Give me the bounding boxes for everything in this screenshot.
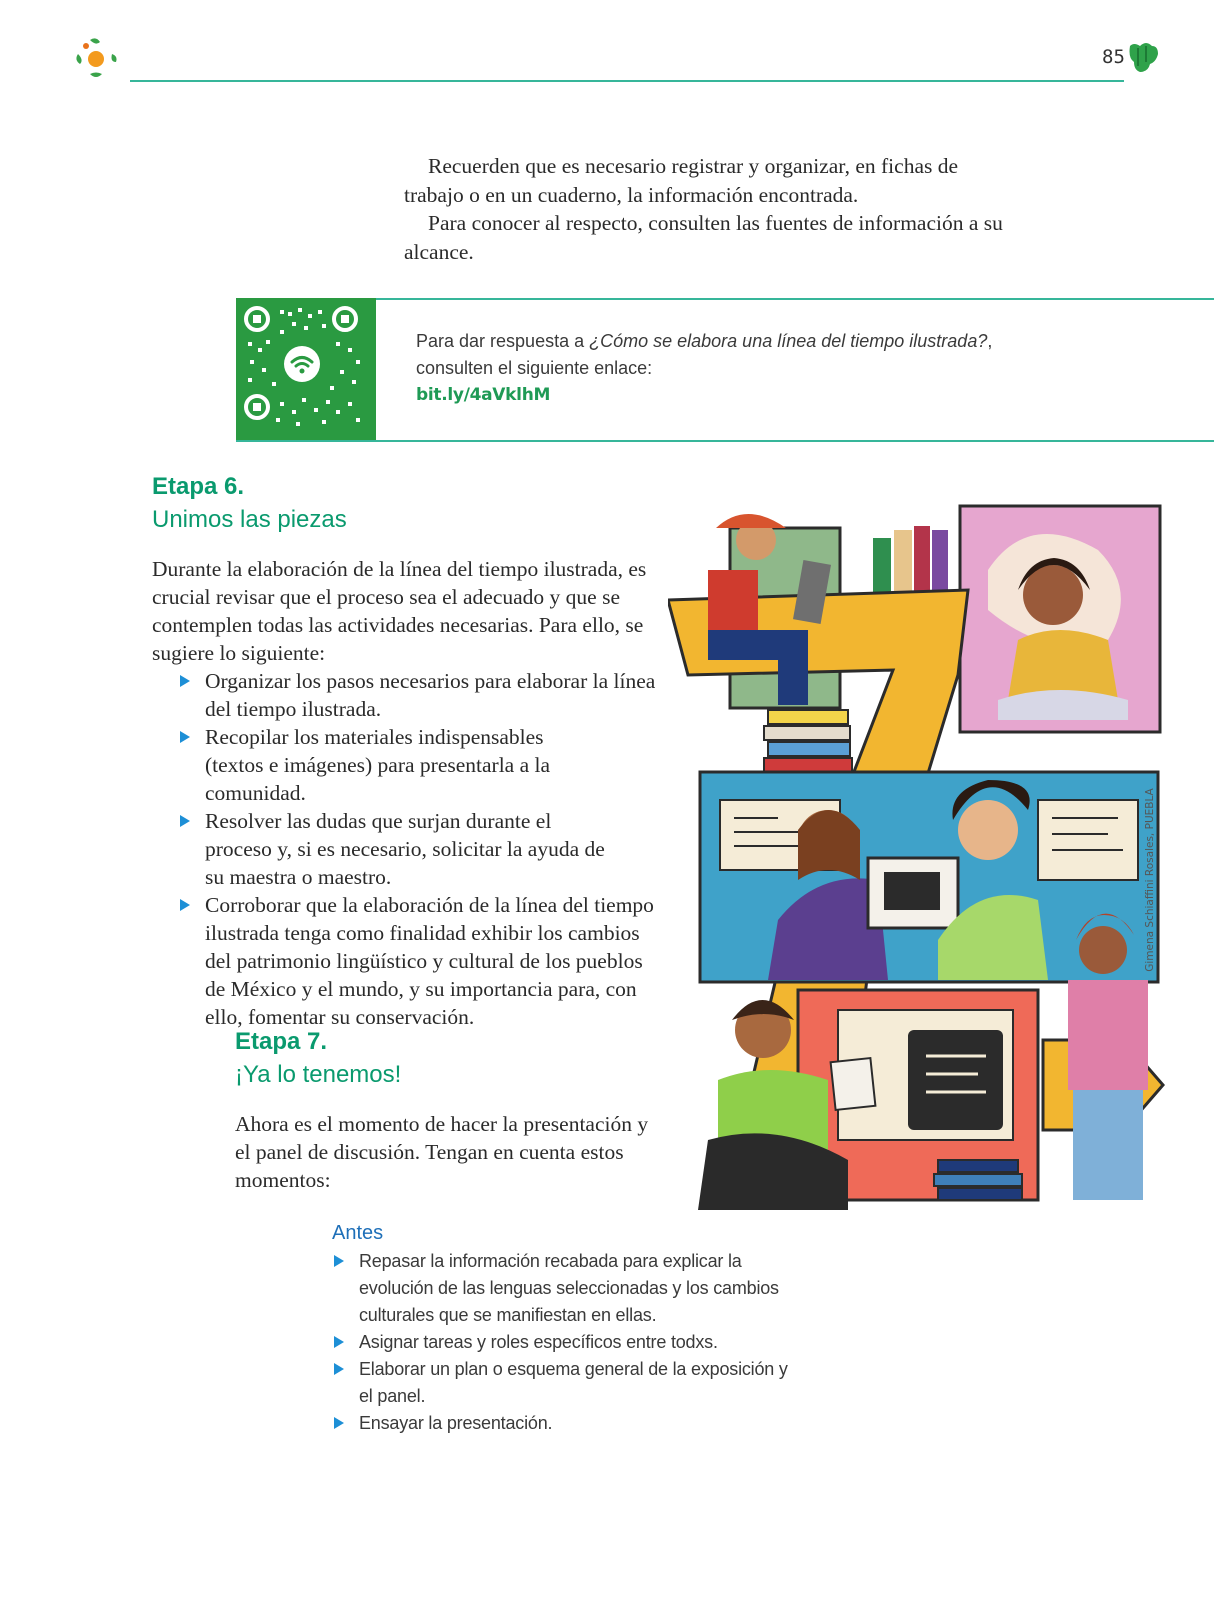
qr-text-suffix: ,: [987, 331, 993, 351]
qr-code[interactable]: [236, 298, 376, 440]
qr-text-line2: consulten el siguiente enlace:: [416, 358, 653, 378]
stage6-heading: [152, 470, 347, 536]
list-item: Asignar tareas y roles específicos entre todxs.: [332, 1329, 802, 1356]
list-item: Organizar los pasos necesarios para elaborar la línea del tiempo ilustrada.: [178, 667, 656, 723]
bullet-triangle-icon: [334, 1336, 344, 1348]
header-rule: [130, 80, 1124, 82]
list-item: Recopilar los materiales indispensables (textos e imágenes) para presentarla a la comunidad.: [178, 723, 656, 807]
stage6-intro: Durante la elaboración de la línea del tiempo ilustrada, es crucial revisar que el proceso sea el adecuado y que se contemplen todas las actividades necesarias. Para ello, se sugiere lo siguiente:: [152, 557, 647, 665]
stage6-body: [152, 555, 662, 1031]
intro-paragraph-2: Para conocer al respecto, consulten las fuentes de información a su alcance.: [404, 211, 1003, 264]
antes-list: [332, 1248, 802, 1437]
stage6-list: [178, 667, 656, 1031]
qr-text-prefix: Para dar respuesta a: [416, 331, 590, 351]
qr-instructions: [416, 328, 992, 409]
bullet-triangle-icon: [334, 1363, 344, 1375]
stage7-number: Etapa 7.: [235, 1028, 328, 1055]
flower-logo-icon: [72, 34, 124, 84]
stage6-title: Unimos las piezas: [152, 506, 347, 533]
bullet-triangle-icon: [180, 731, 190, 743]
bullet-triangle-icon: [180, 675, 190, 687]
antes-heading: Antes: [332, 1222, 384, 1244]
page-number: 85: [1102, 46, 1125, 68]
qr-link[interactable]: bit.ly/4aVklhM: [416, 385, 551, 405]
bullet-triangle-icon: [180, 899, 190, 911]
illustration-credit: Gimena Schiaffini Rosales, PUEBLA: [1144, 788, 1156, 972]
intro-paragraph-1: Recuerden que es necesario registrar y organizar, en fichas de trabajo o en un cuaderno, la información encontrada.: [404, 154, 959, 207]
timeline-illustration: [668, 500, 1178, 1240]
green-glyph-icon: [1126, 40, 1162, 76]
list-item: Resolver las dudas que surjan durante el proceso y, si es necesario, solicitar la ayuda de su maestra o maestro.: [178, 807, 656, 891]
bullet-triangle-icon: [180, 815, 190, 827]
list-item: Repasar la información recabada para explicar la evolución de las lenguas seleccionadas y los cambios culturales que se manifiestan en ellas.: [332, 1248, 802, 1329]
bullet-triangle-icon: [334, 1255, 344, 1267]
stage7-title: ¡Ya lo tenemos!: [235, 1061, 402, 1088]
stage7-heading: [235, 1025, 401, 1091]
list-item: Corroborar que la elaboración de la línea del tiempo ilustrada tenga como finalidad exhibir los cambios del patrimonio lingüístico y cultural de los pueblos de México y el mundo, y su importancia para, con ello, fomentar su conservación.: [178, 891, 656, 1031]
bullet-triangle-icon: [334, 1417, 344, 1429]
stage7-body: [235, 1110, 663, 1194]
qr-code-icon: [236, 298, 376, 440]
stage7-intro: Ahora es el momento de hacer la presentación y el panel de discusión. Tengan en cuenta estos momentos:: [235, 1112, 649, 1192]
stage6-number: Etapa 6.: [152, 473, 245, 500]
list-item: Elaborar un plan o esquema general de la exposición y el panel.: [332, 1356, 802, 1410]
list-item: Ensayar la presentación.: [332, 1410, 802, 1437]
qr-text-question: ¿Cómo se elabora una línea del tiempo ilustrada?: [589, 331, 988, 351]
intro-text: [404, 152, 1004, 266]
